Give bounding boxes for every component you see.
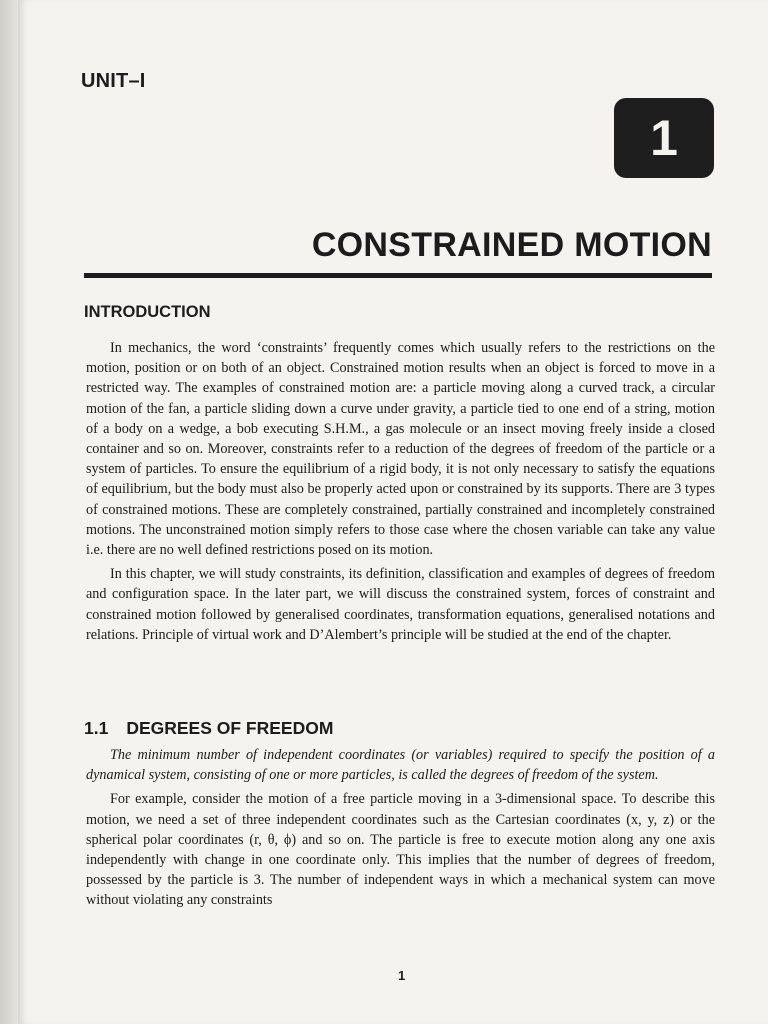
book-spine-shadow xyxy=(0,0,18,1024)
book-page xyxy=(18,0,768,1024)
intro-paragraph-1: In mechanics, the word ‘constraints’ frequently comes which usually refers to the restrictions on the motion, position or on both of an object. Constrained motion results when an object is forced to move in a restricted way. The examples of constrained motion are: a particle moving along a curved track, a circular motion of the fan, a particle sliding down a curve under gravity, a particle tied to one end of a string, motion of a body on a wedge, a bob executing S.H.M., a gas molecule or an insect moving freely inside a closed container and so on. Moreover, constraints refer to a reduction of the degrees of freedom of the particle or a system of particles. To ensure the equilibrium of a rigid body, it is not only necessary to satisfy the equations of equilibrium, but the body must also be properly acted upon or constrained by its supports. There are 3 types of constrained motions. These are completely constrained, partially constrained and incompletely constrained motions. The unconstrained motion simply refers to those case where the chosen variable can take any value i.e. there are no well defined restrictions posed on its motion. xyxy=(86,340,715,559)
chapter-number-badge: 1 xyxy=(614,98,714,178)
example-paragraph: For example, consider the motion of a free particle moving in a 3-dimensional space. To describe this motion, we need a set of three independent coordinates such as the Cartesian coordinates (x, y, z) or the spherical polar coordinates (r, θ, ϕ) and so on. The particle is free to execute motion along any one axis independently with change in one coordinate only. This implies that the number of degrees of freedom, possessed by the particle is 3. The number of independent ways in which a mechanical system can move without violating any constraints xyxy=(86,791,715,909)
chapter-title: CONSTRAINED MOTION xyxy=(311,226,712,264)
section-1-1-heading xyxy=(84,718,333,739)
section-number: 1.1 xyxy=(84,718,109,738)
intro-paragraph-2: In this chapter, we will study constraints, its definition, classification and examples of degrees of freedom and configuration space. In the later part, we will discuss the constrained system, forces of constraint and constrained motion followed by generalised coordinates, transformation equations, generalised notations and relations. Principle of virtual work and D’Alembert’s principle will be studied at the end of the chapter. xyxy=(86,566,715,643)
introduction-body xyxy=(86,338,715,649)
section-1-1-body xyxy=(86,745,715,915)
page-number: 1 xyxy=(398,968,406,983)
title-rule xyxy=(84,273,712,278)
definition-paragraph: The minimum number of independent coordinates (or variables) required to specify the position of a dynamical system, consisting of one or more particles, is called the degrees of freedom of the system. xyxy=(86,747,715,784)
unit-label: UNIT–I xyxy=(81,70,146,92)
introduction-heading: INTRODUCTION xyxy=(84,303,211,321)
section-title: DEGREES OF FREEDOM xyxy=(126,718,334,738)
